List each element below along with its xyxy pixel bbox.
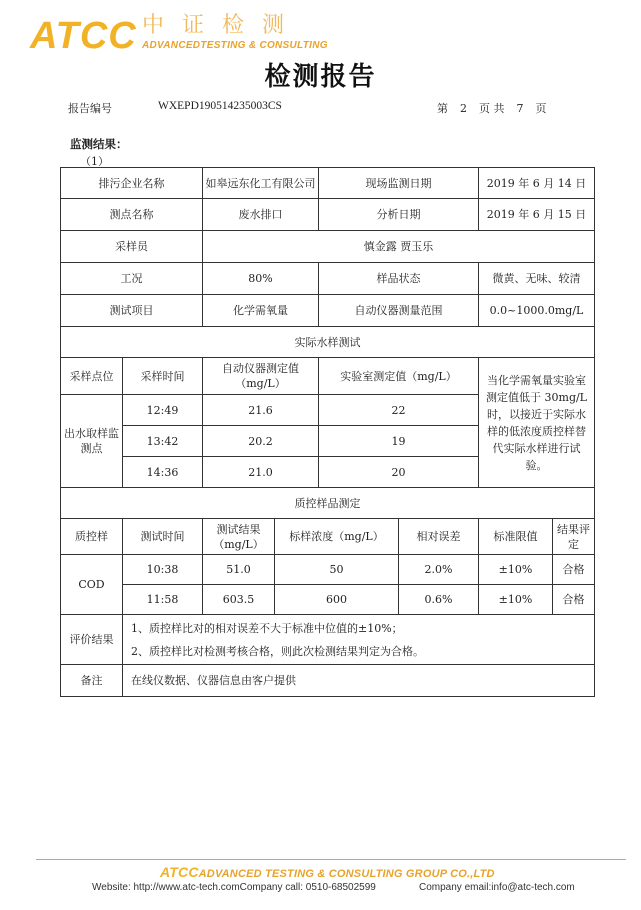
col-qc-time: 测试时间 bbox=[123, 519, 203, 555]
range-label: 自动仪器测量范围 bbox=[319, 295, 479, 327]
info-row bbox=[61, 168, 595, 199]
qc-limit: ±10% bbox=[479, 555, 553, 585]
remark-label: 备注 bbox=[61, 665, 123, 697]
report-title: 检测报告 bbox=[264, 62, 377, 92]
logo-subtitle: ADVANCEDTESTING & CONSULTING bbox=[142, 40, 328, 51]
lab-value: 19 bbox=[319, 426, 479, 457]
col-lab-value: 实验室测定值（mg/L） bbox=[319, 358, 479, 395]
table-row bbox=[61, 585, 595, 615]
evaluation-line-2: 2、质控样比对检测考核合格，则此次检测结果判定为合格。 bbox=[131, 644, 424, 658]
evaluation-label: 评价结果 bbox=[61, 615, 123, 665]
qc-eval: 合格 bbox=[553, 585, 595, 615]
auto-value: 20.2 bbox=[203, 426, 319, 457]
page-total: 7 bbox=[516, 102, 524, 115]
auto-value: 21.6 bbox=[203, 395, 319, 426]
footer-logo-text: ADVANCED TESTING & CONSULTING GROUP CO.,LTD bbox=[198, 868, 495, 880]
lab-value: 22 bbox=[319, 395, 479, 426]
site-date-label: 现场监测日期 bbox=[319, 168, 479, 199]
col-qc-result: 测试结果（mg/L） bbox=[203, 519, 275, 555]
col-qc-std: 标样浓度（mg/L） bbox=[275, 519, 399, 555]
company-logo bbox=[30, 13, 330, 57]
qc-error: 0.6% bbox=[399, 585, 479, 615]
results-table bbox=[60, 167, 595, 697]
qc-error: 2.0% bbox=[399, 555, 479, 585]
qc-eval: 合格 bbox=[553, 555, 595, 585]
report-number-label: 报告编号 bbox=[68, 102, 112, 115]
logo-atcc-text: ATCC bbox=[30, 15, 137, 57]
range-value: 0.0~1000.0mg/L bbox=[479, 295, 595, 327]
qc-limit: ±10% bbox=[479, 585, 553, 615]
page-suffix: 页 bbox=[535, 102, 547, 115]
logo-chinese-text: 中证检测 bbox=[142, 13, 303, 38]
col-qc-error: 相对误差 bbox=[399, 519, 479, 555]
qc-std: 600 bbox=[275, 585, 399, 615]
auto-value: 21.0 bbox=[203, 457, 319, 488]
sample-state-value: 微黄、无味、较清 bbox=[479, 263, 595, 295]
analysis-date-value: 2019 年 6 月 15 日 bbox=[479, 199, 595, 231]
qc-header-row bbox=[61, 519, 595, 555]
report-number: WXEPD190514235003CS bbox=[158, 100, 282, 112]
condition-label: 工况 bbox=[61, 263, 203, 295]
evaluation-line-1: 1、质控样比对的相对误差不大于标准中位值的±10%； bbox=[131, 621, 403, 635]
footer-website: Website: http://www.atc-tech.comCompany call: 0510-68502599 bbox=[92, 882, 376, 893]
page-indicator bbox=[437, 100, 559, 116]
qc-result: 603.5 bbox=[203, 585, 275, 615]
section-title: 监测结果： bbox=[70, 137, 128, 151]
point-value: 废水排口 bbox=[203, 199, 319, 231]
col-auto-value: 自动仪器测定值（mg/L） bbox=[203, 358, 319, 395]
sampler-value: 慎金露 贾玉乐 bbox=[203, 231, 595, 263]
sampling-point-name: 出水取样监测点 bbox=[61, 395, 123, 488]
actual-heading-row bbox=[61, 327, 595, 358]
qc-result: 51.0 bbox=[203, 555, 275, 585]
evaluation-text bbox=[123, 615, 595, 665]
sample-state-label: 样品状态 bbox=[319, 263, 479, 295]
analysis-date-label: 分析日期 bbox=[319, 199, 479, 231]
company-label: 排污企业名称 bbox=[61, 168, 203, 199]
qc-sample-name: COD bbox=[61, 555, 123, 615]
table-row bbox=[61, 555, 595, 585]
sampling-time: 14:36 bbox=[123, 457, 203, 488]
page-mid: 页 共 bbox=[479, 102, 505, 115]
col-sampling-point: 采样点位 bbox=[61, 358, 123, 395]
footer-email: Company email:info@atc-tech.com bbox=[419, 882, 575, 893]
qc-time: 11:58 bbox=[123, 585, 203, 615]
condition-value: 80% bbox=[203, 263, 319, 295]
info-row bbox=[61, 263, 595, 295]
item-value: 化学需氧量 bbox=[203, 295, 319, 327]
qc-heading: 质控样品测定 bbox=[61, 488, 595, 519]
company-value: 如皋远东化工有限公司 bbox=[203, 168, 319, 199]
actual-note: 当化学需氧量实验室测定值低于 30mg/L 时，以接近于实际水样的低浓度质控样替代实际水样进行试验。 bbox=[479, 358, 595, 488]
sampling-time: 13:42 bbox=[123, 426, 203, 457]
qc-std: 50 bbox=[275, 555, 399, 585]
qc-heading-row bbox=[61, 488, 595, 519]
col-sampling-time: 采样时间 bbox=[123, 358, 203, 395]
evaluation-row bbox=[61, 615, 595, 665]
page-prefix: 第 bbox=[437, 102, 448, 115]
actual-heading: 实际水样测试 bbox=[61, 327, 595, 358]
sampling-time: 12:49 bbox=[123, 395, 203, 426]
item-label: 测试项目 bbox=[61, 295, 203, 327]
col-qc-limit: 标准限值 bbox=[479, 519, 553, 555]
lab-value: 20 bbox=[319, 457, 479, 488]
col-qc-eval: 结果评定 bbox=[553, 519, 595, 555]
section-number: （1） bbox=[80, 155, 109, 168]
remark-row bbox=[61, 665, 595, 697]
info-row bbox=[61, 199, 595, 231]
site-date-value: 2019 年 6 月 14 日 bbox=[479, 168, 595, 199]
footer-divider bbox=[36, 859, 626, 860]
actual-header-row bbox=[61, 358, 595, 395]
footer-logo bbox=[160, 864, 495, 880]
info-row bbox=[61, 295, 595, 327]
sampler-label: 采样员 bbox=[61, 231, 203, 263]
page-current: 2 bbox=[460, 102, 467, 115]
footer-logo-atcc: ATCC bbox=[160, 864, 199, 880]
remark-text: 在线仪数据、仪器信息由客户提供 bbox=[123, 665, 595, 697]
point-label: 测点名称 bbox=[61, 199, 203, 231]
info-row bbox=[61, 231, 595, 263]
col-qc-sample: 质控样 bbox=[61, 519, 123, 555]
qc-time: 10:38 bbox=[123, 555, 203, 585]
